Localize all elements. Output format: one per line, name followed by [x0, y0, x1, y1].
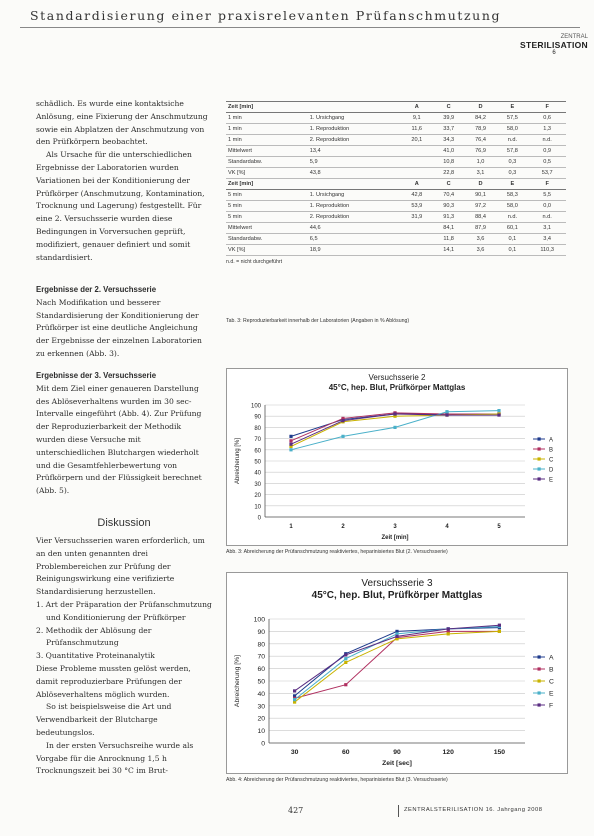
table-cell	[401, 146, 433, 157]
table-cell: 11,8	[433, 234, 465, 245]
table-cell	[401, 157, 433, 168]
legend-label: D	[549, 467, 554, 474]
series-line-B	[295, 631, 500, 698]
list-item: 2. Methodik der Ablösung der Prüfanschmutzung	[36, 625, 152, 648]
table-cell	[401, 234, 433, 245]
logo-line2: STERILISATION	[520, 40, 588, 50]
table-cell: 97,2	[465, 201, 497, 212]
x-tick-label: 3	[393, 524, 397, 530]
data-point-B	[344, 683, 347, 686]
table-row	[226, 212, 566, 223]
diskussion-body	[36, 535, 212, 778]
header-divider	[20, 27, 580, 28]
y-tick-label: 60	[254, 448, 261, 455]
table-cell: 1. Ursichgang	[308, 190, 401, 201]
table-cell: 34,3	[433, 135, 465, 146]
chart-subtitle: 45°C, hep. Blut, Prüfkörper Mattglas	[328, 383, 466, 392]
data-point-D	[393, 426, 396, 429]
x-axis-label: Zeit [sec]	[382, 760, 412, 767]
table-cell	[308, 179, 401, 190]
table-row	[226, 157, 566, 168]
table-cell: 57,5	[496, 113, 528, 124]
legend-marker	[538, 655, 541, 658]
table-cell: 84,2	[465, 113, 497, 124]
chart-caption: Abb. 3: Abreicherung der Prüfanschmutzung reaktiviertes, heparinisiertes Blut (2. Versuchsserie)	[226, 549, 448, 555]
table-row	[226, 223, 566, 234]
table-cell: 5,9	[308, 157, 401, 168]
left-column-section3	[36, 370, 212, 498]
page-header	[0, 0, 594, 30]
data-point-C	[344, 661, 347, 664]
legend-label: A	[549, 437, 554, 444]
legend-label: B	[549, 666, 554, 674]
table-cell: 1. Reproduktion	[308, 124, 401, 135]
data-point-D	[289, 448, 292, 451]
y-tick-label: 40	[254, 470, 261, 477]
y-tick-label: 10	[257, 728, 265, 736]
data-point-D	[497, 409, 500, 412]
table-cell	[308, 102, 401, 113]
journal-footer: ZENTRALSTERILISATION 16. Jahrgang 2008	[404, 807, 543, 813]
table-row	[226, 124, 566, 135]
logo-line3: 6	[552, 50, 556, 56]
y-tick-label: 100	[250, 403, 261, 410]
body-paragraph: Nach Modifikation und besserer Standardisierung der Konditionierung der Prüfkörper ist eine deutliche Angleichung der Ergebnisse der einzelnen Laboratorien zu erkennen (Abb. 3).	[36, 297, 202, 358]
table-cell: 1 min	[226, 135, 308, 146]
body-paragraph: So ist beispielsweise die Art und Verwendbarkeit der Blutcharge bedeutungslos.	[36, 702, 172, 737]
table-cell: Standardabw.	[226, 234, 308, 245]
table-cell: 0,6	[528, 113, 566, 124]
table-cell: 3,4	[528, 234, 566, 245]
y-axis-label: Abreicherung [%]	[234, 654, 241, 708]
data-point-F	[447, 627, 450, 630]
data-point-E	[497, 413, 500, 416]
line-chart-svg	[227, 573, 567, 773]
series-line-E	[291, 414, 499, 444]
table-cell: C	[433, 102, 465, 113]
logo-line1: ZENTRAL	[560, 34, 588, 40]
table-cell: 10,8	[433, 157, 465, 168]
table-cell: A	[401, 179, 433, 190]
diskussion-heading: Diskussion	[97, 517, 151, 529]
y-tick-label: 80	[257, 641, 265, 649]
y-tick-label: 30	[257, 703, 265, 711]
chart-title: Versuchsserie 3	[361, 578, 433, 589]
legend-label: A	[549, 654, 554, 662]
table-cell: 53,9	[401, 201, 433, 212]
legend-marker	[538, 437, 541, 440]
y-tick-label: 10	[254, 504, 261, 511]
table-cell: 88,4	[465, 212, 497, 223]
table-cell: 0,5	[528, 157, 566, 168]
table-cell: 14,1	[433, 245, 465, 256]
results-table	[226, 101, 566, 256]
table-cell: 5 min	[226, 190, 308, 201]
table-cell: 1. Reproduktion	[308, 201, 401, 212]
table-cell: 33,7	[433, 124, 465, 135]
data-point-E	[445, 413, 448, 416]
table-cell: 76,9	[465, 146, 497, 157]
table-cell: C	[433, 179, 465, 190]
table-cell: 0,3	[496, 157, 528, 168]
table-row	[226, 201, 566, 212]
table-cell: 41,0	[433, 146, 465, 157]
y-tick-label: 20	[257, 715, 265, 723]
legend-marker	[538, 457, 541, 460]
table-cell: 90,1	[465, 190, 497, 201]
table-cell: Standardabw.	[226, 157, 308, 168]
table-cell: Mittelwert	[226, 223, 308, 234]
table-cell: E	[496, 102, 528, 113]
table-cell: 31,9	[401, 212, 433, 223]
chart-versuchsserie-2	[226, 368, 568, 546]
data-point-F	[344, 653, 347, 656]
data-point-E	[293, 698, 296, 701]
table-cell: 1 min	[226, 124, 308, 135]
table-cell: 5,5	[528, 190, 566, 201]
table-header-row	[226, 179, 566, 190]
body-paragraph: Vier Versuchsserien waren erforderlich, um an den unten genannten drei Problembereichen zur Prüfung der Reinigungswirkung eine verifizierte Standardisierung herzustellen.	[36, 536, 205, 597]
table-cell: VK [%]	[226, 245, 308, 256]
chart-versuchsserie-3	[226, 572, 568, 774]
table-row	[226, 168, 566, 179]
table-note: n.d. = nicht durchgeführt	[226, 259, 283, 265]
table-cell: 91,3	[433, 212, 465, 223]
table-cell: 0,1	[496, 245, 528, 256]
table-cell: 20,1	[401, 135, 433, 146]
data-point-E	[344, 657, 347, 660]
table-cell: 3,1	[465, 168, 497, 179]
table-cell: 11,6	[401, 124, 433, 135]
table-cell: 58,0	[496, 124, 528, 135]
table-cell: 42,8	[401, 190, 433, 201]
y-tick-label: 90	[254, 414, 261, 421]
legend-marker	[538, 447, 541, 450]
table-cell: n.d.	[496, 212, 528, 223]
table-cell: 1. Ursichgang	[308, 113, 401, 124]
table-cell: 9,1	[401, 113, 433, 124]
table-row	[226, 190, 566, 201]
y-tick-label: 70	[257, 653, 265, 661]
legend-marker	[538, 667, 541, 670]
legend-marker	[538, 703, 541, 706]
table-cell: 5 min	[226, 212, 308, 223]
legend-label: C	[549, 457, 554, 464]
table-cell: 13,4	[308, 146, 401, 157]
y-tick-label: 90	[257, 628, 265, 636]
data-point-E	[341, 419, 344, 422]
y-tick-label: 50	[254, 459, 261, 466]
list-item: 1. Art der Präparation der Prüfanschmutzung und Konditionierung der Prüfkörper	[36, 599, 212, 622]
table-cell: 0,3	[496, 168, 528, 179]
table-cell: 3,1	[528, 223, 566, 234]
legend-label: E	[549, 477, 554, 484]
running-title: Standardisierung einer praxisrelevanten Prüfanschmutzung	[30, 8, 502, 23]
body-paragraph: Mit dem Ziel einer genaueren Darstellung des Ablöseverhaltens wurden im 30 sec-Intervalle eingeführt (Abb. 4). Zur Prüfung der Reproduzierbarkeit der Methodik wurden diese Versuche mit unterschiedlichen Blutchargen wiederholt und die Gesamtfehlerbewertung von Prüfkörpern und der Flüssigkeit berechnet (Abb. 5).	[36, 383, 202, 496]
x-tick-label: 5	[497, 524, 501, 530]
table-cell: 0,1	[496, 234, 528, 245]
chart-caption: Abb. 4: Abreicherung der Prüfanschmutzung reaktiviertes, heparinisiertes Blut (3. Versuchsserie)	[226, 777, 448, 783]
data-point-C	[498, 630, 501, 633]
legend-label: C	[549, 678, 554, 686]
results-table-container	[226, 101, 566, 265]
y-tick-label: 50	[257, 678, 265, 686]
table-cell: 3,6	[465, 234, 497, 245]
table-cell: 90,3	[433, 201, 465, 212]
table-cell: 43,8	[308, 168, 401, 179]
data-point-B	[289, 439, 292, 442]
footer-divider	[398, 805, 399, 817]
table-cell: 39,9	[433, 113, 465, 124]
section-heading: Ergebnisse der 3. Versuchsserie	[36, 371, 157, 380]
y-tick-label: 80	[254, 425, 261, 432]
table-cell: 58,3	[496, 190, 528, 201]
x-tick-label: 60	[342, 749, 350, 756]
body-paragraph: Als Ursache für die unterschiedlichen Ergebnisse der Laboratorien wurden Variationen bei der Konditionierung der Prüfkörper (Anschmutzung, Kontamination, Trocknung und Lagerung) festgestellt. Für eine 2. Versuchsserie wurden diese Bedingungen in Vorversuchen geprüft, modifiziert, genauer definiert und somit standardisiert.	[36, 150, 205, 262]
table-cell: 3,6	[465, 245, 497, 256]
legend-label: F	[549, 702, 554, 710]
table-cell: 6,5	[308, 234, 401, 245]
legend-marker	[538, 691, 541, 694]
table-row	[226, 146, 566, 157]
table-cell: 70,4	[433, 190, 465, 201]
table-caption: Tab. 3: Reproduzierbarkeit innerhalb der Laboratorien (Angaben in % Ablösung)	[226, 318, 410, 324]
legend-label: E	[549, 690, 554, 698]
legend-marker	[538, 679, 541, 682]
left-column-upper	[36, 98, 212, 264]
table-cell: 5 min	[226, 201, 308, 212]
data-point-F	[293, 689, 296, 692]
table-cell: D	[465, 102, 497, 113]
table-cell: 78,9	[465, 124, 497, 135]
table-row	[226, 113, 566, 124]
section-heading: Ergebnisse der 2. Versuchsserie	[36, 285, 157, 294]
x-tick-label: 30	[290, 749, 299, 756]
table-cell: Zeit [min]	[226, 179, 308, 190]
table-cell: Zeit [min]	[226, 102, 308, 113]
table-cell: 44,6	[308, 223, 401, 234]
x-tick-label: 90	[393, 749, 401, 756]
chart-subtitle: 45°C, hep. Blut, Prüfkörper Mattglas	[311, 590, 483, 601]
table-cell: 2. Reproduktion	[308, 135, 401, 146]
table-cell: 58,0	[496, 201, 528, 212]
x-tick-label: 1	[289, 524, 293, 530]
body-paragraph: Diese Probleme mussten gelöst werden, damit reproduzierbare Prüfungen der Ablöseverhaltens möglich wurden.	[36, 663, 191, 699]
y-tick-label: 100	[253, 616, 265, 624]
data-point-F	[395, 635, 398, 638]
table-cell: 1 min	[226, 113, 308, 124]
y-tick-label: 60	[257, 666, 265, 674]
body-paragraph: In der ersten Versuchsreihe wurde als Vorgabe für die Anrocknung 1,5 h Trocknungszeit bei 30 °C im Brut-	[36, 740, 194, 776]
x-tick-label: 150	[493, 749, 506, 756]
y-tick-label: 0	[261, 740, 265, 748]
table-cell: 53,7	[528, 168, 566, 179]
chart-title: Versuchsserie 2	[368, 373, 426, 382]
left-column-section2	[36, 284, 212, 361]
data-point-D	[445, 410, 448, 413]
table-cell: A	[401, 102, 433, 113]
table-header-row	[226, 102, 566, 113]
table-cell	[401, 245, 433, 256]
y-axis-label: Abreicherung [%]	[235, 437, 241, 485]
table-cell	[401, 168, 433, 179]
table-cell: 87,9	[465, 223, 497, 234]
data-point-C	[447, 632, 450, 635]
table-cell: 22,8	[433, 168, 465, 179]
table-cell: 76,4	[465, 135, 497, 146]
table-cell: n.d.	[528, 135, 566, 146]
table-cell: 18,9	[308, 245, 401, 256]
table-cell: D	[465, 179, 497, 190]
data-point-E	[289, 443, 292, 446]
table-cell: Mittelwert	[226, 146, 308, 157]
legend-label: B	[549, 447, 554, 454]
x-tick-label: 4	[445, 524, 449, 530]
journal-logo	[520, 34, 588, 56]
table-cell: 0,9	[528, 146, 566, 157]
y-tick-label: 30	[254, 481, 261, 488]
data-point-A	[289, 435, 292, 438]
table-cell: 1,0	[465, 157, 497, 168]
list-item: 3. Quantitative Proteinanalytik	[36, 651, 155, 661]
data-point-E	[393, 412, 396, 415]
table-row	[226, 135, 566, 146]
table-cell: 60,1	[496, 223, 528, 234]
y-tick-label: 20	[254, 493, 261, 500]
table-row	[226, 245, 566, 256]
table-cell	[401, 223, 433, 234]
table-cell: E	[496, 179, 528, 190]
table-cell: 1,3	[528, 124, 566, 135]
y-tick-label: 0	[257, 515, 261, 522]
table-cell: F	[528, 179, 566, 190]
x-tick-label: 2	[341, 524, 345, 530]
table-cell: 2. Reproduktion	[308, 212, 401, 223]
x-axis-label: Zeit [min]	[381, 535, 409, 541]
table-cell: n.d.	[496, 135, 528, 146]
data-point-D	[341, 435, 344, 438]
table-cell: VK [%]	[226, 168, 308, 179]
table-cell: 84,1	[433, 223, 465, 234]
legend-marker	[538, 467, 541, 470]
line-chart-svg	[227, 369, 567, 545]
data-point-F	[498, 624, 501, 627]
y-tick-label: 70	[254, 437, 261, 444]
table-row	[226, 234, 566, 245]
table-cell: F	[528, 102, 566, 113]
legend-marker	[538, 477, 541, 480]
table-cell: 0,0	[528, 201, 566, 212]
series-line-C	[295, 631, 500, 702]
table-cell: 110,3	[528, 245, 566, 256]
table-cell: 57,8	[496, 146, 528, 157]
body-paragraph: schädlich. Es wurde eine kontaktsiche Anlösung, eine Fixierung der Anschmutzung sowie ein Abplatzen der Anschmutzung von den Prüfkörpern beobachtet.	[36, 99, 208, 147]
table-cell: n.d.	[528, 212, 566, 223]
y-tick-label: 40	[257, 690, 265, 698]
x-tick-label: 120	[442, 749, 454, 756]
page-number: 427	[288, 806, 304, 815]
